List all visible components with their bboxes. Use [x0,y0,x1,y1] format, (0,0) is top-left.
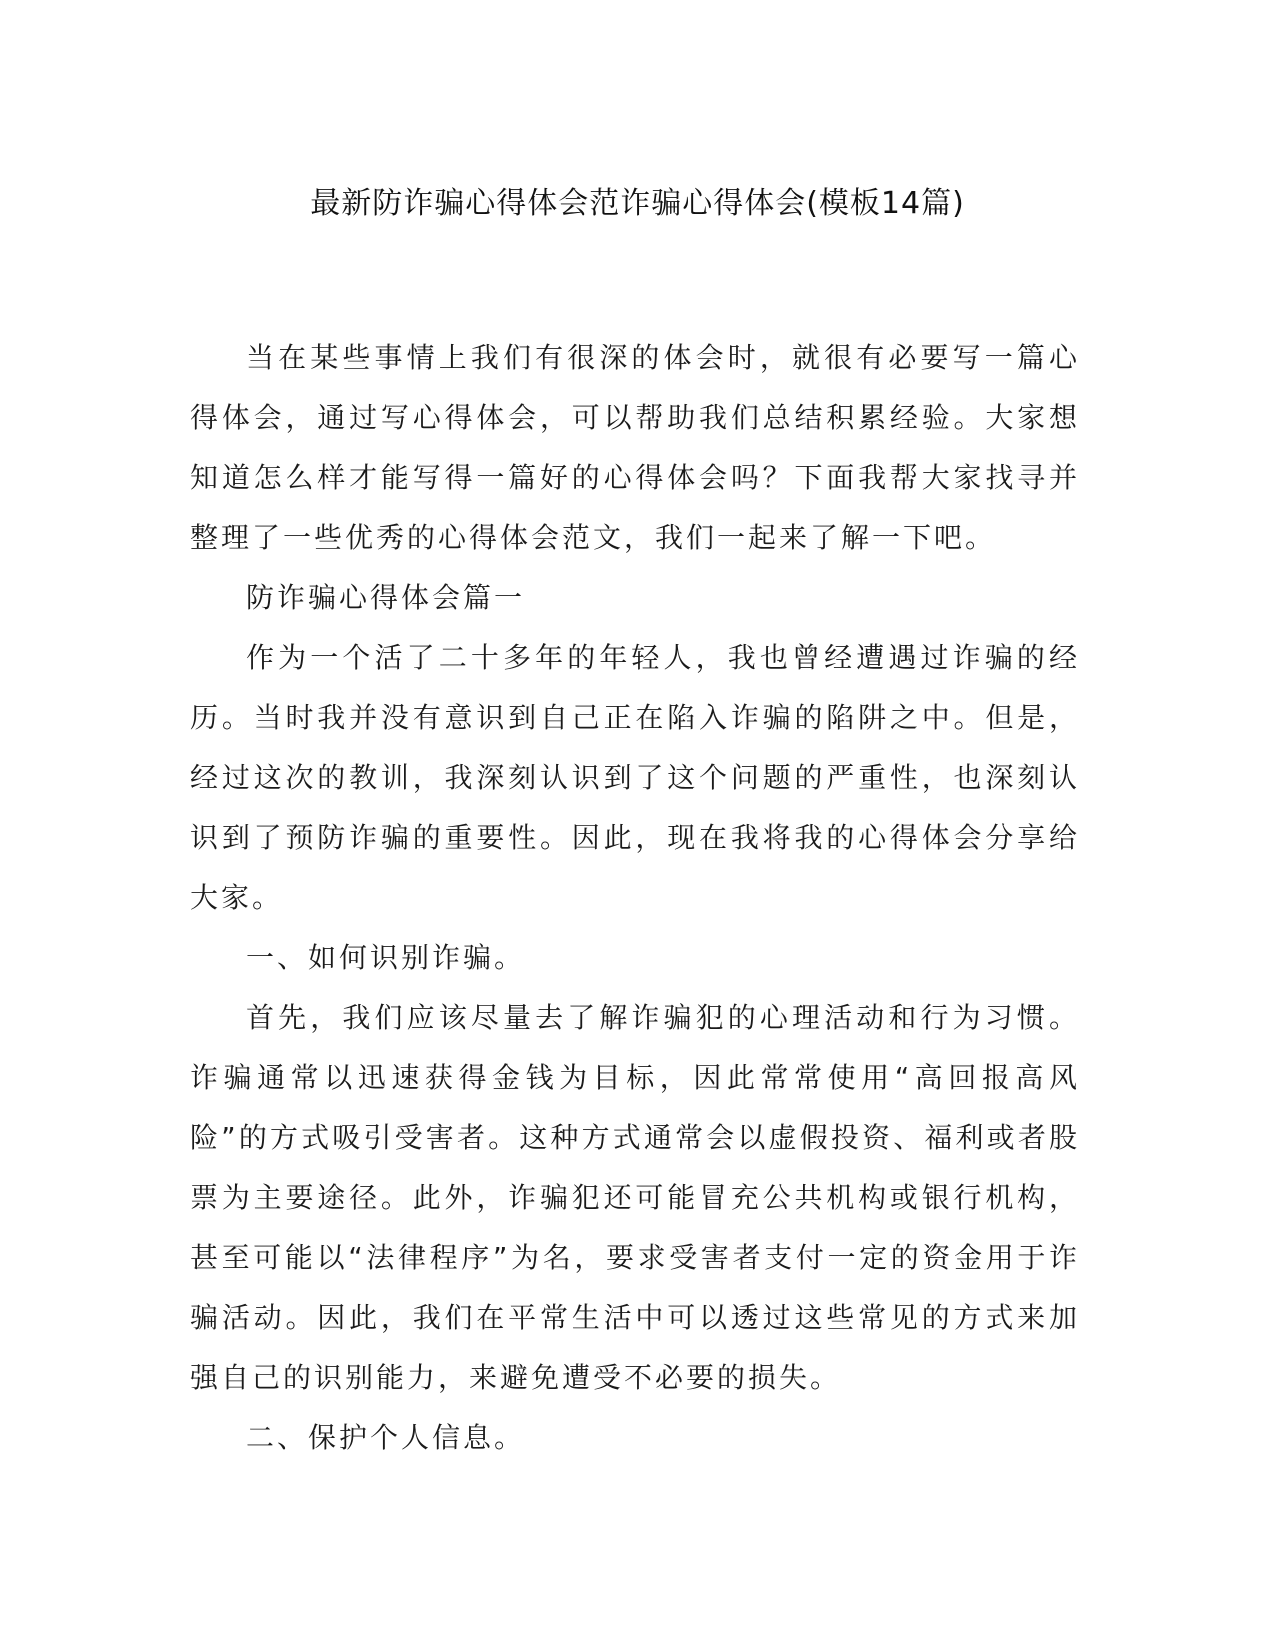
section-heading-part-one: 防诈骗心得体会篇一 [246,581,526,614]
document-body [190,328,1080,1468]
paragraph-identify-fraud: 首先，我们应该尽量去了解诈骗犯的心理活动和行为习惯。诈骗通常以迅速获得金钱为目标，因此常常使用“高回报高风险”的方式吸引受害者。这种方式通常会以虚假投资、福利或者股票为主要途径。此外，诈骗犯还可能冒充公共机构或银行机构，甚至可能以“法律程序”为名，要求受害者支付一定的资金用于诈骗活动。因此，我们在平常生活中可以透过这些常见的方式来加强自己的识别能力，来避免遭受不必要的损失。 [190,1001,1080,1394]
subheading-identify-fraud: 一、如何识别诈骗。 [246,941,526,974]
subheading-protect-info: 二、保护个人信息。 [246,1421,526,1454]
paragraph-experience: 作为一个活了二十多年的年轻人，我也曾经遭遇过诈骗的经历。当时我并没有意识到自己正在陷入诈骗的陷阱之中。但是，经过这次的教训，我深刻认识到了这个问题的严重性，也深刻认识到了预防诈骗的重要性。因此，现在我将我的心得体会分享给大家。 [190,641,1080,914]
intro-paragraph: 当在某些事情上我们有很深的体会时，就很有必要写一篇心得体会，通过写心得体会，可以帮助我们总结积累经验。大家想知道怎么样才能写得一篇好的心得体会吗？下面我帮大家找寻并整理了一些优秀的心得体会范文，我们一起来了解一下吧。 [190,341,1080,554]
document-title: 最新防诈骗心得体会范诈骗心得体会(模板14篇) [310,186,965,221]
